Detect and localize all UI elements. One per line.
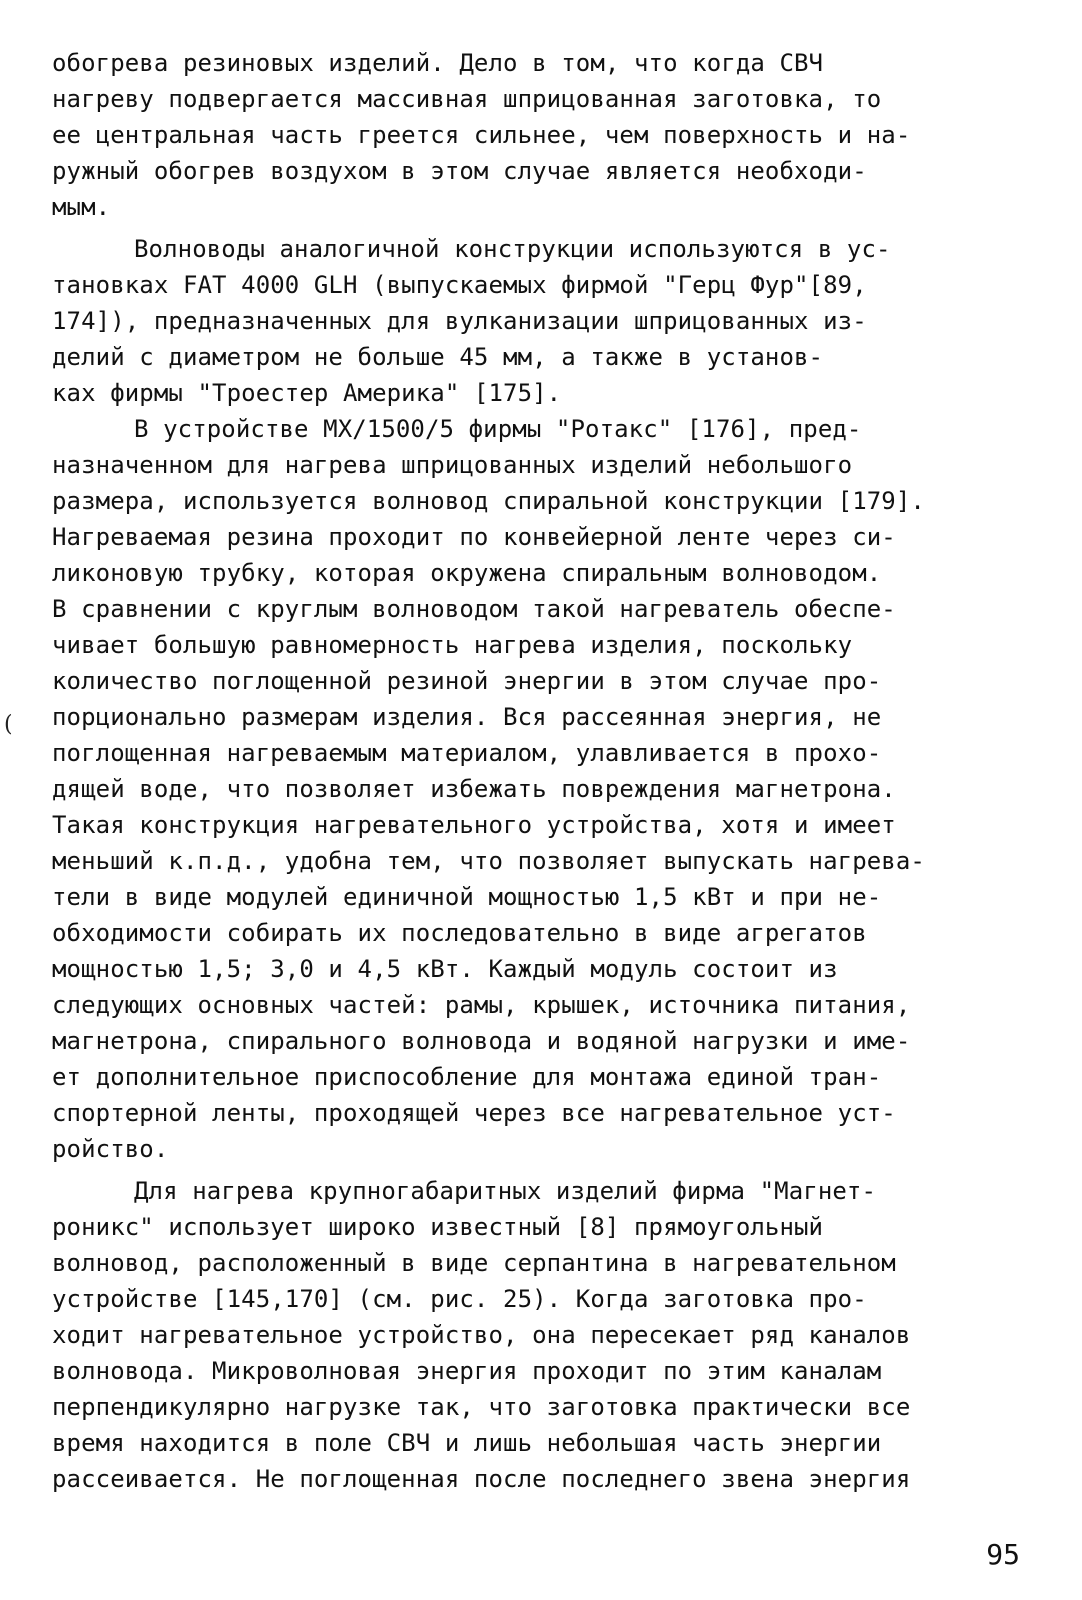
text-line: 174]), предназначенных для вулканизации шприцованных из- (52, 307, 867, 335)
text-line: волновода. Микроволновая энергия проходит по этим каналам (52, 1357, 882, 1385)
text-line: В устройстве MX/1500/5 фирмы "Ротакс" [176], пред- (134, 415, 862, 443)
text-line: делий с диаметром не больше 45 мм, а также в установ- (52, 343, 824, 371)
margin-mark: ( (4, 712, 13, 737)
text-line: роникс" использует широко известный [8] прямоугольный (52, 1213, 824, 1241)
text-line: обходимости собирать их последовательно в виде агрегатов (52, 919, 867, 947)
text-line: ках фирмы "Троестер Америка" [175]. (52, 379, 562, 407)
text-line: количество поглощенной резиной энергии в этом случае про- (52, 667, 882, 695)
text-line: размера, используется волновод спиральной конструкции [179]. (52, 487, 925, 515)
text-line: тели в виде модулей единичной мощностью 1,5 кВт и при не- (52, 883, 882, 911)
text-line: назначенном для нагрева шприцованных изделий небольшого (52, 451, 853, 479)
text-line: ходит нагревательное устройство, она пересекает ряд каналов (52, 1321, 911, 1349)
text-line: рассеивается. Не поглощенная после последнего звена энергия (52, 1465, 911, 1493)
text-line: время находится в поле СВЧ и лишь небольшая часть энергии (52, 1429, 882, 1457)
text-line: ет дополнительное приспособление для монтажа единой тран- (52, 1063, 882, 1091)
text-line: Волноводы аналогичной конструкции используются в ус- (134, 235, 891, 263)
text-line: устройстве [145,170] (см. рис. 25). Когда заготовка про- (52, 1285, 867, 1313)
text-line: следующих основных частей: рамы, крышек, источника питания, (52, 991, 911, 1019)
text-line: Такая конструкция нагревательного устройства, хотя и имеет (52, 811, 896, 839)
text-line: ее центральная часть греется сильнее, чем поверхность и на- (52, 121, 911, 149)
text-line: меньший к.п.д., удобна тем, что позволяет выпускать нагрева- (52, 847, 925, 875)
text-line: мым. (52, 193, 111, 221)
text-line: ройство. (52, 1135, 169, 1163)
text-line: дящей воде, что позволяет избежать повреждения магнетрона. (52, 775, 896, 803)
text-line: мощностью 1,5; 3,0 и 4,5 кВт. Каждый модуль состоит из (52, 955, 838, 983)
text-line: перпендикулярно нагрузке так, что заготовка практически все (52, 1393, 911, 1421)
text-line: Нагреваемая резина проходит по конвейерной ленте через си- (52, 523, 896, 551)
text-line: тановках FAT 4000 GLH (выпускаемых фирмой "Герц Фур"[89, (52, 271, 867, 299)
text-line: порционально размерам изделия. Вся рассеянная энергия, не (52, 703, 882, 731)
text-line: ликоновую трубку, которая окружена спиральным волноводом. (52, 559, 882, 587)
text-line: Для нагрева крупногабаритных изделий фирма "Магнет- (134, 1177, 877, 1205)
text-line: поглощенная нагреваемым материалом, улавливается в прохо- (52, 739, 882, 767)
text-line: В сравнении с круглым волноводом такой нагреватель обеспе- (52, 595, 896, 623)
text-line: волновод, расположенный в виде серпантина в нагревательном (52, 1249, 896, 1277)
text-line: чивает большую равномерность нагрева изделия, поскольку (52, 631, 853, 659)
text-line: ружный обогрев воздухом в этом случае является необходи- (52, 157, 867, 185)
page-number: 95 (986, 1538, 1020, 1571)
text-line: обогрева резиновых изделий. Дело в том, что когда СВЧ (52, 49, 824, 77)
text-line: нагреву подвергается массивная шприцованная заготовка, то (52, 85, 882, 113)
text-line: магнетрона, спирального волновода и водяной нагрузки и име- (52, 1027, 911, 1055)
text-line: спортерной ленты, проходящей через все нагревательное уст- (52, 1099, 896, 1127)
